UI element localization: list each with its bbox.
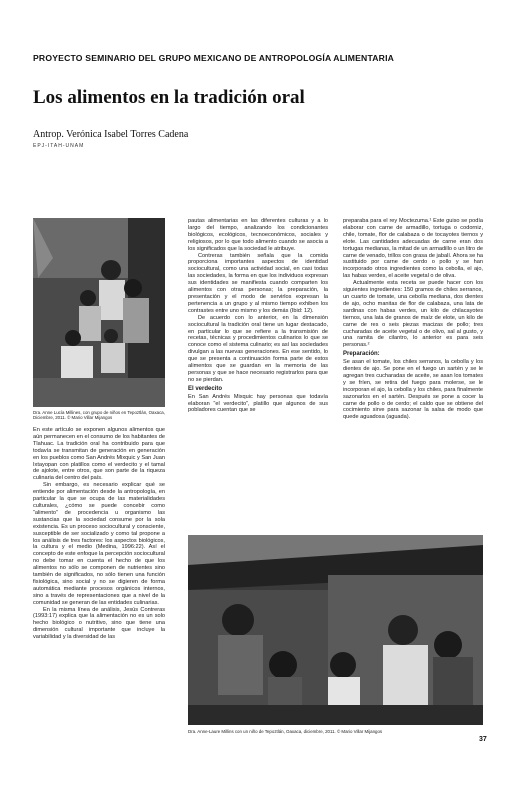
paragraph: En la misma línea de análisis, Jesús Contreras (1993:17) explica que la alimentación no es un solo hecho biológico o nutritivo, sino que tiene una dimensión cultural importante que incluye la variabilidad y la diversidad de las (33, 606, 165, 641)
paragraph: En este artículo se exponen algunos alimentos que aún permanecen en el consumo de los habitantes de Tlahuac. La tradición oral ha contribuido para que todavía se transmitan de generación en generación en los pueblos como San Andrés Mixquic y San Juan Ixtayopan con platillos como el verdecito y el tamal de ajolote, entre otros, que son parte de la riqueza culinaria del centro del país. (33, 427, 165, 482)
paragraph: preparaba para el rey Moctezuma.¹ Este guiso se podía elaborar con carne de armadillo, tortuga o codorniz, chile, tomate, flor de calabaza o de tocayotes tiernos y elote. Las cantidades adecuadas de carne eran dos tortugas medianas, la mitad de un armadillo o un litro de carne de venado, trillos con grasa de jabalí. Ahora se ha sustituido por carne de cerdo o pollo y se han incorporado otros ingredientes como la cebolla, el ajo, las habas verdes, el aceite vegetal o de oliva. (343, 218, 483, 280)
text-column-3 (343, 218, 483, 421)
author-affiliation: EPJ-ITAH-UNAM (33, 143, 85, 149)
subheading-preparacion: Preparación: (343, 351, 380, 358)
section-heading: PROYECTO SEMINARIO DEL GRUPO MEXICANO DE ANTROPOLOGÍA ALIMENTARIA (33, 53, 395, 63)
article-title: Los alimentos en la tradición oral (33, 87, 305, 108)
photo-caption-2: Dra. Anne-Laure Millins con un niño de Tepoztlán, Oaxaca, diciembre, 2011. © Mario Villar Mijangos (188, 729, 383, 734)
paragraph: Sin embargo, es necesario explicar qué se entiende por alimentación desde la antropología, en particular la que se ocupa de las materialidades culturales, ¿cómo se puede concebir como “alimento” de procedencia u organismo las sustancias que la sociedad consume por la sola existencia. Es un proceso sociocultural y consciente, susceptible de ser socializado y como tal propone a los análisis de tres factores: los aspectos biológicos, la cultura y el medio (Medina, 1996:22). Así el concepto de este enfoque la percepción sociocultural no debe tomar en cuenta el hecho de que los alimentos no sólo se componen de nutrientes sino también de significados, no sólo tienen una función fisiológica, sino social y no se digieren de forma automática mediante procesos orgánicos internos, sino a través de representaciones que a nivel de la comunidad se generan de las entidades culinarias. (33, 482, 165, 606)
paragraph: En San Andrés Mixquic hay personas que todavía elaboran “el verdecito”, platillo que algunos de sus pobladores cuentan que se (188, 393, 328, 414)
subheading-verdecito: El verdecito (188, 385, 223, 392)
photo-caption-1: Dra. Anne Lucía Millines, con grupo de niños en Tepoztlán, Oaxaca, Diciembre, 2011. © Mario Villar Mijangos (33, 410, 165, 421)
photo-woman-with-child (188, 535, 483, 725)
paragraph: Actualmente esta receta se puede hacer con los siguientes ingredientes: 150 gramos de chiles serranos, un cuarto de tomate, una cebolla mediana, dos dientes de ajo, ocho manitas de flor de calabaza, una lata de sardinas con habas verdes, un kilo de chilacayotes tiernos, una lata de granos de maíz de elote, un kilo de carne de res o seis piezas macizas de pollo; tres cucharadas de aceite vegetal o de olivo, sal al gusto, y una ramita de cilantro, lo anterior es para seis personas.² (343, 280, 483, 349)
photo-children-group (33, 218, 165, 407)
author-name: Antrop. Verónica Isabel Torres Cadena (33, 129, 189, 140)
paragraph: Se asan el tomate, los chiles serranos, la cebolla y los dientes de ajo. Se pone en el fuego un sartén y se le agregan tres cucharadas de aceite, se asan los tomates y se fríen, se retira del fuego para molerse, se le incorporan el ajo, la cebolla y los chiles, para finalmente sazonarlos en el sartén. Después se pone a cocer la carne de pollo o de cerdo; el caldo que se obtiene del cocimiento sirve para sazonar la salsa de modo que quede aguadosa (aguada). (343, 359, 483, 421)
paragraph: pautas alimentarias en las diferentes culturas y a lo largo del tiempo, analizando los condicionantes biológicos, ecológicos, tecnoeconómicos, sociales y religiosos, por lo que todo alimento cuando se asocia a los significados que la sociedad le atribuye. (188, 218, 328, 252)
page-number: 37 (479, 736, 487, 743)
paragraph: Contreras también señala que la comida proporciona importantes aspectos de identidad sociocultural, como una actividad social, en casi todas las sociedades, la forma en que los individuos expresan sus identidades se manifiesta cuando comparten los alimentos con otras personas; la preparación, la presentación y el modo de servirlos expresan la pertenencia a un grupo y al mismo tiempo exhiben los contrastes entre uno mismo y los demás (Ibid: 12). (188, 252, 328, 314)
paragraph: De acuerdo con lo anterior, en la dimensión sociocultural la tradición oral tiene un lugar destacado, en particular lo que se refiere a la transmisión de recetas, técnicas y procedimientos culinarios lo que se conoce como el sistema culinario; es así las sociedades divulgan a las nuevas generaciones. En ese sentido, lo que se presenta a continuación forma parte de estos alimentos que se guardan en la memoria de las personas y que se hace necesario registrarlos para que no se pierdan. (188, 314, 328, 383)
text-column-1 (33, 427, 165, 641)
text-column-2 (188, 218, 328, 414)
